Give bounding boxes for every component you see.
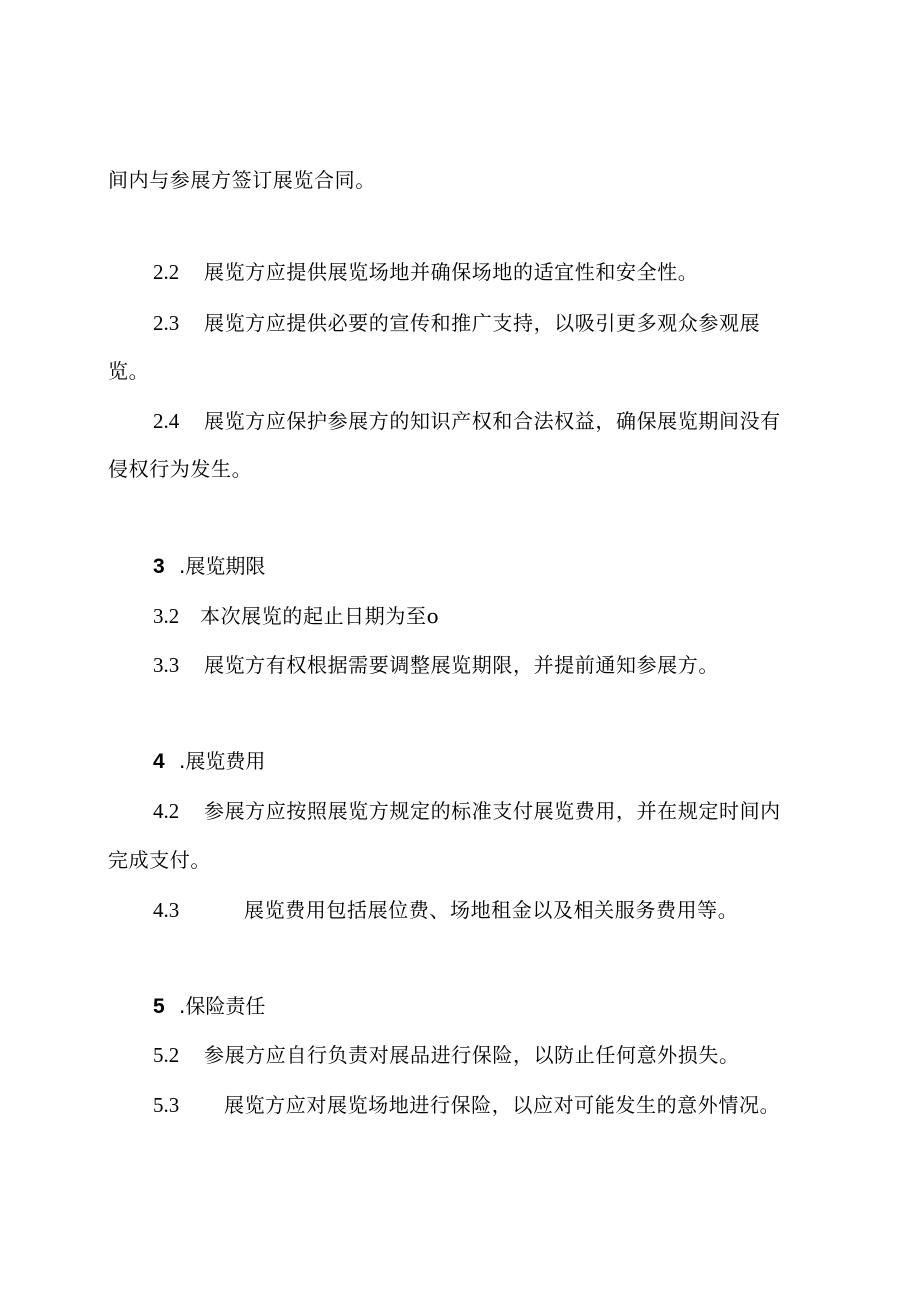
clause-number: 5.2	[153, 1043, 180, 1067]
clause-3-2	[153, 602, 439, 630]
clause-text: 本次展览的起止日期为至o	[199, 604, 440, 628]
clause-2-3	[153, 309, 760, 337]
clause-number: 2.4	[153, 409, 180, 433]
clause-text: 展览方应对展览场地进行保险，以应对可能发生的意外情况。	[223, 1093, 781, 1117]
clause-3-3	[153, 651, 719, 679]
section-title: .展览费用	[179, 749, 266, 773]
clause-text: 展览方应保护参展方的知识产权和合法权益，确保展览期间没有	[203, 409, 781, 433]
section-heading-4	[153, 747, 265, 776]
section-number: 3	[153, 555, 165, 578]
clause-text: 展览方应提供展览场地并确保场地的适宜性和安全性。	[203, 260, 699, 284]
section-heading-5	[153, 992, 265, 1021]
clause-number: 3.2	[153, 604, 180, 628]
clause-text: 侵权行为发生。	[108, 457, 253, 481]
clause-4-2	[153, 797, 781, 825]
clause-text: 展览费用包括展位费、场地租金以及相关服务费用等。	[243, 898, 739, 922]
clause-5-3	[153, 1091, 780, 1119]
clause-text: 参展方应按照展览方规定的标准支付展览费用，并在规定时间内	[203, 799, 781, 823]
clause-number: 3.3	[153, 653, 180, 677]
clause-5-2	[153, 1041, 740, 1069]
clause-4-2-continuation	[108, 846, 211, 874]
section-heading-3	[153, 552, 265, 581]
paragraph-text: 间内与参展方签订展览合同。	[108, 168, 376, 192]
clause-2-2	[153, 258, 698, 286]
clause-2-3-continuation	[108, 357, 149, 385]
clause-number: 5.3	[153, 1093, 180, 1117]
clause-text: 览。	[108, 359, 150, 383]
clause-2-4-continuation	[108, 455, 252, 483]
clause-number: 2.2	[153, 260, 180, 284]
clause-2-4	[153, 407, 781, 435]
section-title: .展览期限	[179, 554, 266, 578]
clause-4-3	[153, 896, 738, 924]
clause-text: 完成支付。	[108, 848, 211, 872]
clause-number: 2.3	[153, 311, 180, 335]
clause-text: 展览方应提供必要的宣传和推广支持，以吸引更多观众参观展	[203, 311, 761, 335]
clause-text: 参展方应自行负责对展品进行保险，以防止任何意外损失。	[203, 1043, 740, 1067]
clause-number: 4.2	[153, 799, 180, 823]
clause-number: 4.3	[153, 898, 180, 922]
paragraph-continuation	[108, 166, 376, 194]
clause-text: 展览方有权根据需要调整展览期限，并提前通知参展方。	[203, 653, 719, 677]
section-number: 5	[153, 995, 165, 1018]
section-title: .保险责任	[179, 994, 266, 1018]
section-number: 4	[153, 750, 165, 773]
